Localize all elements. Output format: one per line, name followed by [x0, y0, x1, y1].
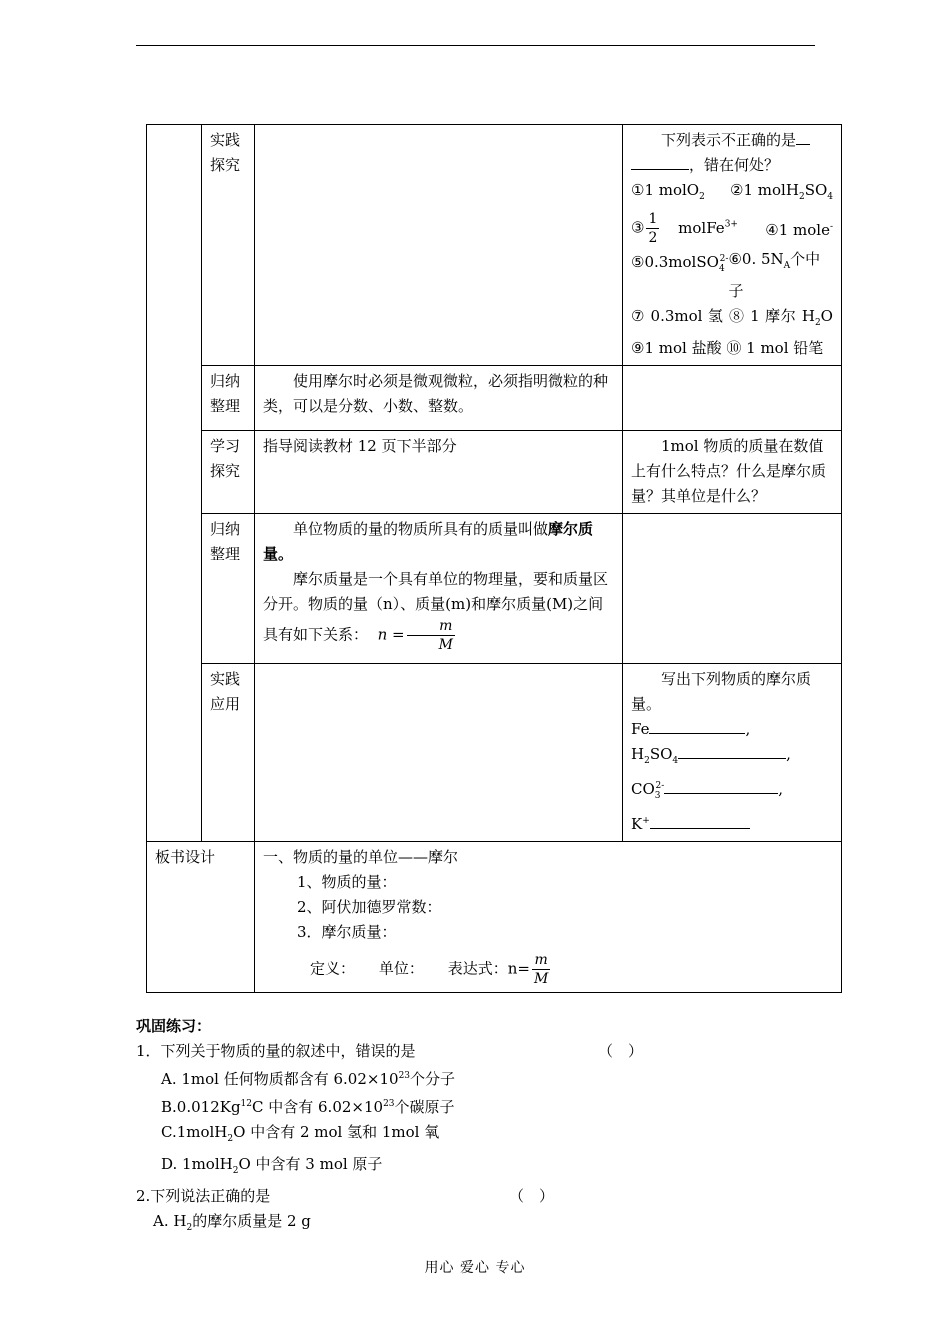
student-question: 下列表示不正确的是 ，错在何处？ ①1 molO$_2$ ②1 $molH_2SO_4$ ③ $\frac{1}{2}$ molFe$^{3+}$ ④1 mole- ⑤0.3molSO$_4^{2-}$ ⑥0. $5N_A$个中子 ⑦ 0.3mol 氢 ⑧ 1 摩尔 $H_2O$ ⑨1 mol 盐酸 ⑩ 1 mol 铅笔	[623, 125, 842, 366]
table-row	[147, 366, 842, 431]
option-a: A. 1mol 任何物质都含有 $6.02\times 10^{23}$个分子	[161, 1070, 456, 1088]
question-2: 2.下列说法正确的是 （ ）	[136, 1187, 555, 1205]
page-footer: 用心 爱心 专心	[424, 1260, 526, 1276]
table-row	[147, 125, 842, 366]
lesson-plan-table	[146, 124, 842, 993]
table-row	[147, 842, 842, 993]
question-1: 1．下列关于物质的量的叙述中，错误的是 （ ）	[136, 1042, 644, 1060]
table-row	[147, 514, 842, 664]
teacher-content	[255, 664, 623, 842]
student-question: 写出下列物质的摩尔质量。 Fe , $H_2SO_4$ , $CO_3^{2-}$ , K+	[623, 664, 842, 842]
student-question: 1mol 物质的质量在数值上有什么特点？什么是摩尔质量？其单位是什么？	[623, 431, 842, 514]
board-content: 一、物质的量的单位——摩尔 1、物质的量： 2、阿伏加德罗常数： 3．摩尔质量： 定义： 单位： 表达式：n= $\frac{m}{M}$	[255, 842, 842, 993]
student-question	[623, 514, 842, 664]
board-label: 板书设计	[147, 842, 255, 993]
fraction-half: $\frac{1}{2}$	[648, 211, 658, 246]
stage-label: 归纳整理	[202, 366, 255, 431]
exercises-title: 巩固练习：	[136, 1017, 212, 1035]
option-c: C.1molH$_2$O 中含有 2 mol 氢和 1mol 氧	[161, 1123, 440, 1144]
table-row	[147, 664, 842, 842]
stage-label: 实践应用	[202, 664, 255, 842]
option-b: B.0.012Kg$^{12}$C 中含有 $6.02\times 10^{23}$个碳原子	[161, 1098, 455, 1116]
student-question	[623, 366, 842, 431]
margin-cell	[147, 125, 202, 842]
teacher-content: 单位物质的量的物质所具有的质量叫做摩尔质量。 摩尔质量是一个具有单位的物理量，要和质量区分开。物质的量（n）、质量(m)和摩尔质量(M)之间具有如下关系： n = $\frac{m}{M}$	[255, 514, 623, 664]
teacher-content: 指导阅读教材 12 页下半部分	[255, 431, 623, 514]
teacher-content	[255, 125, 623, 366]
stage-label: 实践探究	[202, 125, 255, 366]
board-fraction: $\frac{m}{M}$	[533, 952, 549, 987]
stage-label: 学习探究	[202, 431, 255, 514]
teacher-content: 使用摩尔时必须是微观微粒，必须指明微粒的种类，可以是分数、小数、整数。	[255, 366, 623, 431]
formula-fraction: $\frac{m}{M}$	[407, 617, 455, 654]
exercises-section	[136, 1014, 816, 1241]
option-d: D. 1molH$_2$O 中含有 3 mol 原子	[161, 1155, 383, 1176]
option-a: A. $H_2$的摩尔质量是 2 g	[153, 1212, 311, 1233]
header-rule	[136, 45, 815, 46]
table-row	[147, 431, 842, 514]
stage-label: 归纳整理	[202, 514, 255, 664]
